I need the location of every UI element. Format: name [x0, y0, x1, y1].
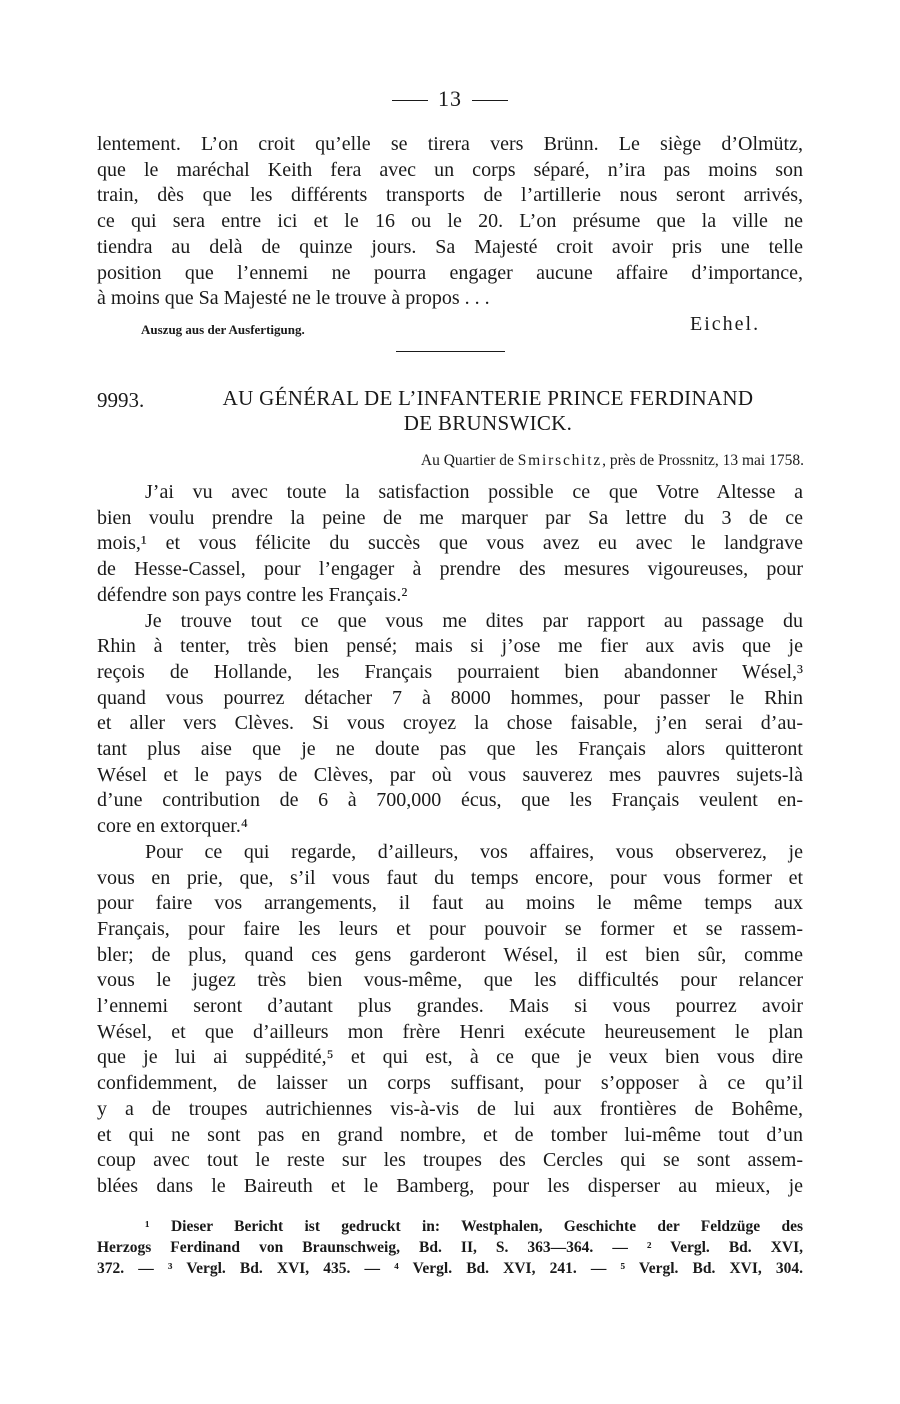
text-line: Rhin à tenter, très bien pensé; mais si j’ose me fier aux avis que je	[97, 635, 803, 658]
dateline	[256, 452, 804, 470]
text-line: pour faire vos arrangements, il faut au moins le même temps aux	[97, 892, 803, 915]
text-line: d’une contribution de 6 à 700,000 écus, que les Français veulent en-	[97, 789, 803, 812]
text-line: et qui ne sont pas en grand nombre, et de tomber lui-même tout d’un	[97, 1123, 803, 1146]
page-number: 13	[438, 86, 462, 111]
text-line: core en extorquer.⁴	[97, 815, 248, 838]
text-line: mois,¹ et vous félicite du succès que vous avez eu avec le landgrave	[97, 532, 803, 555]
text-line: quand vous pourrez détacher 7 à 8000 hommes, pour passer le Rhin	[97, 686, 803, 709]
text-line: Français, pour faire les leurs et pour pouvoir se former et se rassem-	[97, 917, 803, 940]
text-line: que je lui ai suppédité,⁵ et qui est, à ce que je veux bien vous dire	[97, 1046, 803, 1069]
text-line: lentement. L’on croit qu’elle se tirera vers Brünn. Le siège d’Olmütz,	[97, 133, 803, 155]
text-line: ce qui sera entre ici et le 16 ou le 20. L’on présume que la ville ne	[97, 210, 803, 233]
text-line: Pour ce qui regarde, d’ailleurs, vos affaires, vous observerez, je	[145, 840, 803, 863]
heading-line: DE BRUNSWICK.	[403, 411, 573, 435]
text-line: Wésel et le pays de Clèves, par où vous sauverez mes pauvres sujets-là	[97, 763, 803, 786]
dateline-suffix: , près de Prossnitz, 13 mai 1758.	[602, 452, 804, 469]
signature: Eichel.	[690, 313, 761, 335]
text-line: Wésel, et que d’ailleurs mon frère Henri exécute heureusement le plan	[97, 1020, 803, 1043]
text-line: y a de troupes autrichiennes vis-à-vis de lui aux frontières de Bohême,	[97, 1097, 803, 1120]
text-line: de Hesse-Cassel, pour l’engager à prendre des mesures vigoureuses, pour	[97, 558, 803, 581]
text-line: confidemment, de laisser un corps suffisant, pour s’opposer à ce qu’il	[97, 1072, 803, 1095]
text-line: tiendra au delà de quinze jours. Sa Majesté croit avoir pris une telle	[97, 235, 803, 258]
heading-line: AU GÉNÉRAL DE L’INFANTERIE PRINCE FERDINAND	[222, 386, 754, 410]
section-divider	[396, 351, 505, 352]
text-line: tant plus aise que je ne doute pas que les Français alors quitteront	[97, 738, 803, 761]
text-line: Je trouve tout ce que vous me dites par rapport au passage du	[145, 609, 803, 632]
source-note: Auszug aus der Ausfertigung.	[141, 322, 305, 337]
text-line: vous en prie, que, s’il vous faut du temps encore, pour vous former et	[97, 866, 803, 889]
text-line: blées dans le Baireuth et le Bamberg, pour les disperser au mieux, je	[97, 1174, 803, 1197]
text-line: train, dès que les différents transports de l’artillerie nous seront arrivés,	[97, 184, 803, 207]
footnote-line: ¹ Dieser Bericht ist gedruckt in: Westphalen, Geschichte der Feldzüge des	[145, 1218, 803, 1235]
footnote-line: 372. — ³ Vergl. Bd. XVI, 435. — ⁴ Vergl. Bd. XVI, 241. — ⁵ Vergl. Bd. XVI, 304.	[97, 1260, 803, 1277]
text-line: position que l’ennemi ne pourra engager aucune affaire d’importance,	[97, 261, 803, 284]
text-line: que le maréchal Keith fera avec un corps séparé, n’ira pas moins son	[97, 158, 803, 181]
text-line: reçois de Hollande, les Français pourraient bien abandonner Wésel,³	[97, 660, 803, 683]
header-rule-left	[392, 100, 428, 101]
text-line: l’ennemi seront d’autant plus grandes. Mais si vous pourrez avoir	[97, 995, 803, 1018]
text-line: bler; de plus, quand ces gens garderont Wésel, il est bien sûr, comme	[97, 943, 803, 966]
continuation-paragraph	[97, 132, 803, 312]
letter-body	[97, 480, 803, 1200]
letter-number: 9993.	[97, 388, 145, 412]
header-rule-right	[472, 100, 508, 101]
text-line: coup avec tout le reste sur les troupes des Cercles qui se sont assem-	[97, 1149, 803, 1172]
text-line: à moins que Sa Majesté ne le trouve à propos . . .	[97, 287, 490, 310]
page-header	[0, 86, 900, 112]
text-line: J’ai vu avec toute la satisfaction possible ce que Votre Altesse a	[145, 481, 803, 503]
letter-heading	[172, 386, 804, 436]
text-line: défendre son pays contre les Français.²	[97, 583, 408, 606]
text-line: bien voulu prendre la peine de me marquer par Sa lettre du 3 de ce	[97, 506, 803, 529]
text-line: vous le jugez très bien vous-même, que les difficultés pour relancer	[97, 969, 803, 992]
dateline-place: Smirschitz	[517, 452, 603, 469]
footnote-line: Herzogs Ferdinand von Braunschweig, Bd. II, S. 363—364. — ² Vergl. Bd. XVI,	[97, 1239, 803, 1256]
footnotes	[97, 1216, 803, 1279]
text-line: et aller vers Clèves. Si vous croyez la chose faisable, j’en serai d’au-	[97, 712, 803, 735]
dateline-prefix: Au Quartier de	[420, 452, 518, 469]
